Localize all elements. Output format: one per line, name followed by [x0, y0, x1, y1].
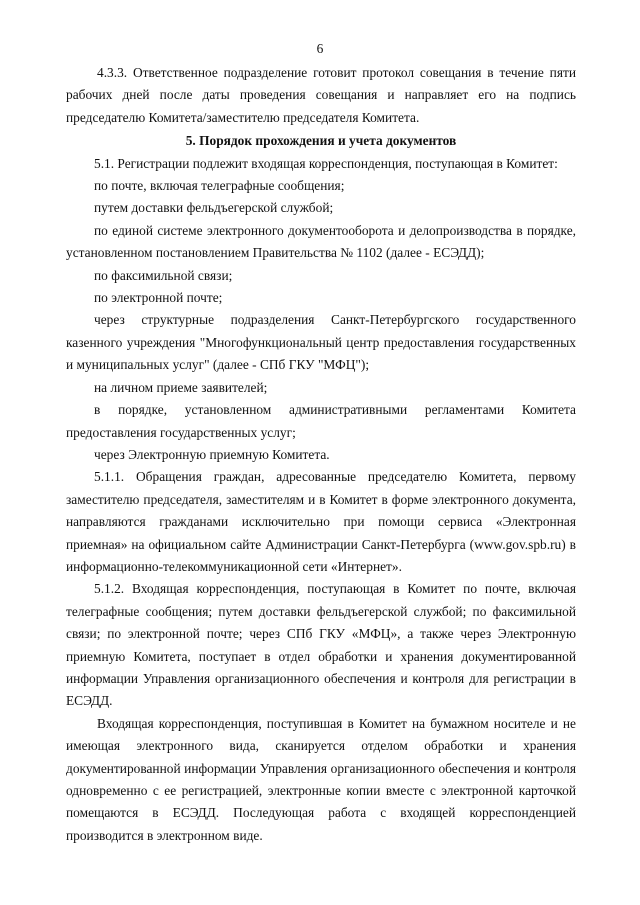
list-item-courier: путем доставки фельдъегерской службой; — [94, 200, 334, 216]
paragraph-5-1-2: 5.1.2. Входящая корреспонденция, поступающая в Комитет по почте, включая телеграфные сообщения; путем доставки фельдъегерской службой; по факсимильной связи; по электронной почте; через СПб ГКУ «МФЦ», а также через Электронную приемную Комитета, поступает в отдел обработки и хранения документированной информации Управления организационного обеспечения и контроля для регистрации в ЕСЭДД. — [66, 581, 576, 709]
paragraph-paper-correspondence: Входящая корреспонденция, поступившая в Комитет на бумажном носителе и не имеющая электронного вида, сканируется отделом обработки и хранения документированной информации Управления организационного обеспечения и контроля одновременно с ее регистрацией, электронные копии вместе с электронной карточкой помещаются в ЕСЭДД. Последующая работа с входящей корреспонденцией производится в электронном виде. — [66, 715, 576, 843]
list-item-reception: на личном приеме заявителей; — [94, 379, 268, 395]
list-item-fax: по факсимильной связи; — [94, 267, 233, 283]
document-body — [66, 62, 576, 847]
list-item-mfc: через структурные подразделения Санкт-Петербургского государственного казенного учреждения "Многофункциональный центр предоставления государственных и муниципальных услуг" (далее - СПб ГКУ "МФЦ"); — [66, 312, 576, 373]
paragraph-5-1: 5.1. Регистрации подлежит входящая корреспонденция, поступающая в Комитет: — [94, 155, 558, 171]
paragraph-4-3-3: 4.3.3. Ответственное подразделение готовит протокол совещания в течение пяти рабочих дней после даты проведения совещания и направляет его на подпись председателю Комитета/заместителю председателя Комитета. — [66, 65, 576, 125]
list-item-email: по электронной почте; — [94, 290, 223, 306]
list-item-mail: по почте, включая телеграфные сообщения; — [94, 178, 345, 194]
section-heading: 5. Порядок прохождения и учета документов — [185, 133, 457, 149]
list-item-regulations: в порядке, установленном административными регламентами Комитета предоставления государственных услуг; — [66, 402, 576, 440]
list-item-electronic-reception: через Электронную приемную Комитета. — [94, 446, 330, 462]
list-item-esedd: по единой системе электронного документооборота и делопроизводства в порядке, установленном постановлением Правительства № 1102 (далее - ЕСЭДД); — [66, 222, 576, 261]
paragraph-5-1-1: 5.1.1. Обращения граждан, адресованные председателю Комитета, первому заместителю председателя, заместителям и в Комитет в форме электронного документа, направляются гражданами исключительно при помощи сервиса «Электронная приемная» на официальном сайте Администрации Санкт-Петербурга (www.gov.spb.ru) в информационно-телекоммуникационной сети «Интернет». — [66, 469, 576, 574]
page-number: 6 — [316, 41, 324, 56]
